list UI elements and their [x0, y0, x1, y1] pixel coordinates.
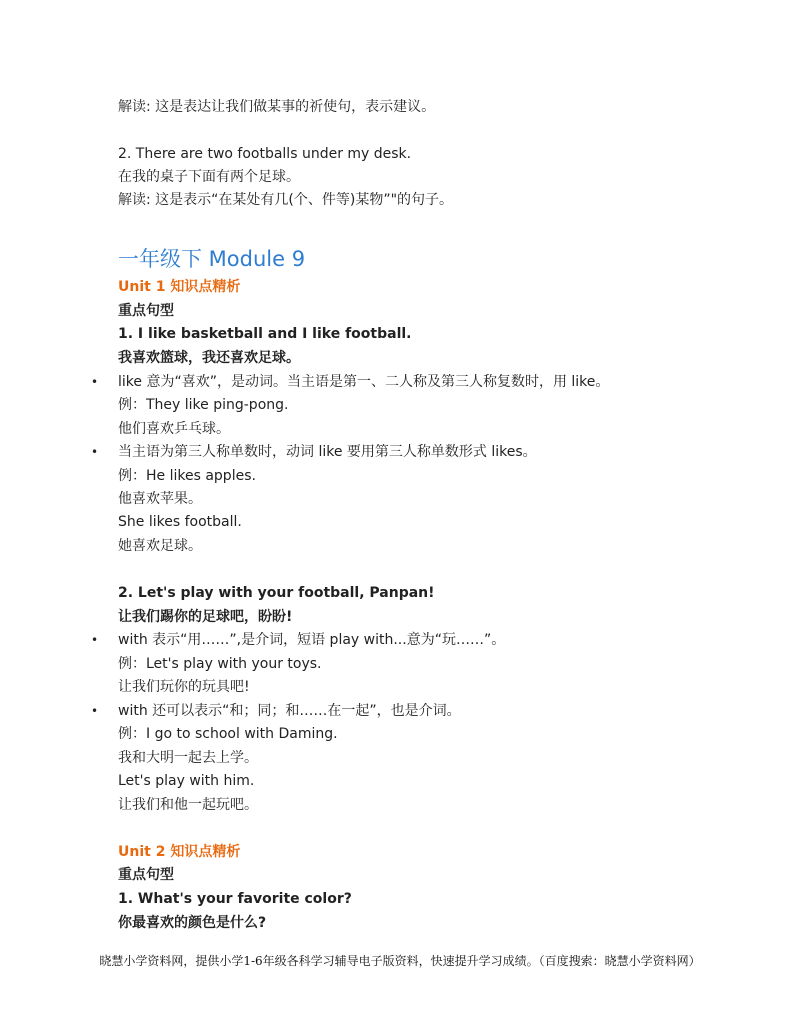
- bullet-icon: •: [91, 375, 99, 389]
- example-sentence: 例：I go to school with Daming.: [118, 726, 338, 742]
- bullet-icon: •: [91, 633, 99, 647]
- key-sentence-translation: 让我们踢你的足球吧，盼盼!: [118, 609, 293, 625]
- translation-text: 她喜欢足球。: [118, 538, 202, 554]
- interpretation-text: 解读: 这是表示“在某处有几(个、件等)某物”"的句子。: [118, 192, 454, 208]
- bullet-point: 当主语为第三人称单数时，动词 like 要用第三人称单数形式 likes。: [118, 444, 537, 460]
- unit-heading: Unit 1 知识点精析: [118, 279, 241, 295]
- bullet-icon: •: [91, 704, 99, 718]
- key-sentence-label: 重点句型: [118, 867, 174, 883]
- bullet-point: with 表示“用……”,是介词，短语 play with...意为“玩……”。: [118, 632, 506, 648]
- bullet-icon: •: [91, 445, 99, 459]
- key-sentence-translation: 你最喜欢的颜色是什么?: [118, 915, 267, 931]
- translation-text: 让我们玩你的玩具吧!: [118, 679, 250, 695]
- example-sentence: Let's play with him.: [118, 773, 255, 789]
- translation-text: 他喜欢苹果。: [118, 491, 202, 507]
- key-sentence-label: 重点句型: [118, 303, 174, 319]
- key-sentence: 1. I like basketball and I like football.: [118, 326, 412, 342]
- page-footer: 晓慧小学资料网，提供小学1-6年级各科学习辅导电子版资料，快速提升学习成绩。（百度搜索：晓慧小学资料网）: [99, 954, 701, 968]
- key-sentence: 2. Let's play with your football, Panpan!: [118, 585, 435, 601]
- example-sentence: 例：They like ping-pong.: [118, 397, 289, 413]
- key-sentence: 1. What's your favorite color?: [118, 891, 352, 907]
- example-sentence: 例：Let's play with your toys.: [118, 656, 322, 672]
- bullet-point: with 还可以表示“和；同；和……在一起”，也是介词。: [118, 703, 461, 719]
- example-sentence: She likes football.: [118, 514, 242, 530]
- example-sentence: 2. There are two footballs under my desk.: [118, 146, 412, 162]
- translation-text: 在我的桌子下面有两个足球。: [118, 169, 300, 185]
- key-sentence-translation: 我喜欢篮球，我还喜欢足球。: [118, 350, 300, 366]
- translation-text: 我和大明一起去上学。: [118, 750, 258, 766]
- unit-heading: Unit 2 知识点精析: [118, 844, 241, 860]
- bullet-point: like 意为“喜欢”，是动词。当主语是第一、二人称及第三人称复数时，用 like。: [118, 374, 610, 390]
- translation-text: 他们喜欢乒乓球。: [118, 421, 230, 437]
- interpretation-text: 解读: 这是表达让我们做某事的祈使句，表示建议。: [118, 99, 436, 115]
- example-sentence: 例：He likes apples.: [118, 468, 256, 484]
- translation-text: 让我们和他一起玩吧。: [118, 797, 258, 813]
- module-heading: 一年级下 Module 9: [118, 247, 306, 271]
